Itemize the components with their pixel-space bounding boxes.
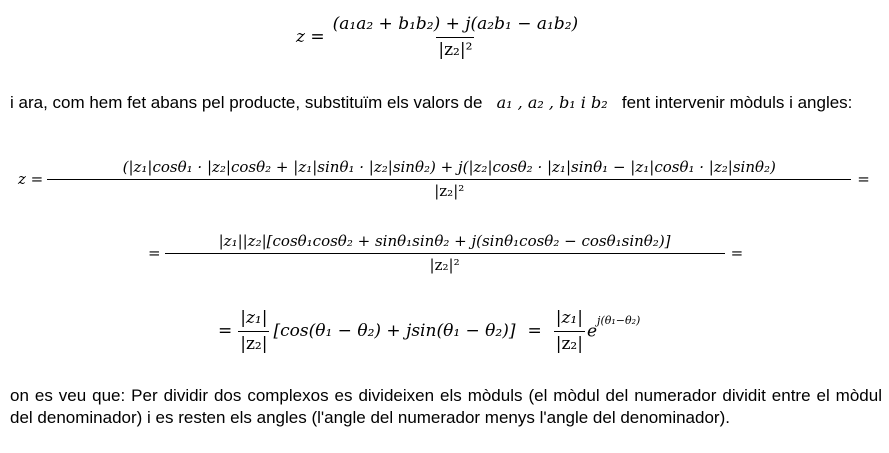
eq4-frac2-denominator: |z₂| — [554, 331, 585, 354]
eq3-lhs: = — [148, 244, 161, 262]
paragraph1-vars: a₁ , a₂ , b₁ i b₂ — [496, 93, 608, 112]
equation-3 — [148, 232, 743, 274]
equation-4 — [218, 308, 640, 354]
eq4-mid-equals: = — [527, 321, 542, 341]
eq4-bracket: [cos(θ₁ − θ₂) + jsin(θ₁ − θ₂)] — [273, 321, 516, 341]
equation-1 — [296, 14, 580, 60]
eq4-lhs: = — [218, 321, 233, 341]
equation-2 — [18, 158, 870, 200]
eq1-denominator: |z₂|² — [436, 37, 474, 60]
eq1-fraction — [331, 14, 581, 60]
paragraph1-text: i ara, com hem fet abans pel producte, substituïm els valors de — [10, 93, 483, 112]
paragraph-substitution — [10, 92, 882, 114]
eq3-numerator: |z₁||z₂|[cosθ₁cosθ₂ + sinθ₁sinθ₂ + j(sinθ₁cosθ₂ − cosθ₁sinθ₂)] — [218, 232, 671, 250]
eq2-fraction — [49, 158, 849, 200]
eq4-exponential — [586, 314, 641, 342]
eq2-denominator: |z₂|² — [47, 179, 851, 200]
eq2-lhs: z = — [18, 170, 44, 188]
eq4-exp-power: j(θ₁−θ₂) — [597, 314, 641, 328]
paragraph1-text-end: fent intervenir mòduls i angles: — [621, 93, 853, 112]
eq4-fraction-1 — [238, 308, 269, 354]
eq2-numerator: (|z₁|cosθ₁ · |z₂|cosθ₂ + |z₁|sinθ₁ · |z₂|sinθ₂) + j(|z₂|cosθ₂ · |z₁|sinθ₁ − |z₁|cosθ₁ · |z₂|sinθ₂) — [122, 158, 776, 176]
eq4-exp-base: e — [586, 321, 598, 342]
eq1-lhs: z = — [296, 27, 325, 47]
eq3-fraction — [167, 232, 723, 274]
eq1-numerator: (a₁a₂ + b₁b₂) + j(a₂b₁ − a₁b₂) — [332, 14, 579, 34]
eq3-denominator: |z₂|² — [165, 253, 725, 274]
eq4-frac2-numerator: |z₁| — [555, 308, 583, 328]
eq4-fraction-2 — [554, 308, 585, 354]
eq2-rhs: = — [857, 170, 870, 188]
eq4-frac1-numerator: |z₁| — [240, 308, 268, 328]
eq4-frac1-denominator: |z₂| — [238, 331, 269, 354]
eq3-rhs: = — [730, 244, 744, 262]
paragraph-conclusion — [10, 385, 882, 429]
paragraph2-text: on es veu que: Per dividir dos complexos es divideixen els mòduls (el mòdul del numerador dividit entre el mòdul del denominador) i es resten els angles (l'angle del numerador menys l'angle del denominador). — [10, 386, 882, 427]
